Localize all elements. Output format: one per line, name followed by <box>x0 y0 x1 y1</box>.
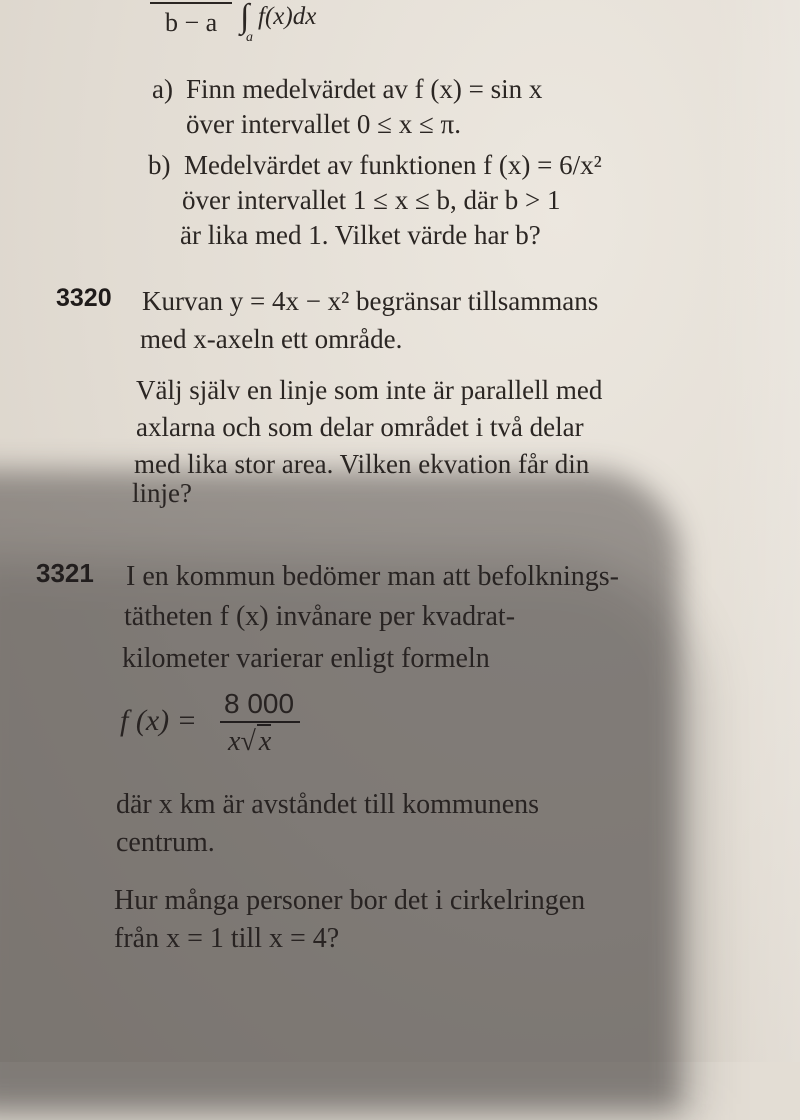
part-b-label: b) <box>148 150 171 180</box>
part-b-line2: över intervallet 1 ≤ x ≤ b, där b > 1 <box>182 185 561 215</box>
part-b-line3: är lika med 1. Vilket värde har b? <box>180 220 541 250</box>
ex3320-line6: linje? <box>132 478 192 508</box>
ex3321-after4: från x = 1 till x = 4? <box>114 923 340 954</box>
part-a-label: a) <box>152 74 173 104</box>
fraction-bar <box>150 2 232 4</box>
integral-lower-limit: a <box>246 30 253 45</box>
ex3320-line4: axlarna och som delar området i två delar <box>136 412 584 442</box>
ex3321-after3: Hur många personer bor det i cirkelringen <box>114 885 586 916</box>
part-a-line2: över intervallet 0 ≤ x ≤ π. <box>186 109 461 139</box>
ex3321-after1: där x km är avståndet till kommunens <box>116 789 540 820</box>
ex3320-line3: Välj själv en linje som inte är parallell med <box>136 375 603 405</box>
exercise-number-3321: 3321 <box>36 558 94 588</box>
fraction-denominator: b − a <box>165 8 218 37</box>
exercise-number-3320: 3320 <box>56 284 112 312</box>
ex3321-line2: tätheten f (x) invånare per kvadrat- <box>124 601 516 632</box>
ex3321-after2: centrum. <box>116 827 215 858</box>
ex3320-line2: med x-axeln ett område. <box>140 324 403 354</box>
part-b-line1: Medelvärdet av funktionen f (x) = 6/x² <box>184 150 602 180</box>
formula-lhs: f (x) = <box>120 704 197 737</box>
integrand: f(x)dx <box>258 3 317 30</box>
formula-denominator: x√ x <box>228 726 272 757</box>
photo-shadow <box>0 470 680 1110</box>
integral-sign: ∫ <box>240 0 250 35</box>
part-a-line1: Finn medelvärdet av f (x) = sin x <box>186 74 543 104</box>
ex3320-line1: Kurvan y = 4x − x² begränsar tillsammans <box>142 286 599 316</box>
ex3321-line1: I en kommun bedömer man att befolknings- <box>126 561 619 592</box>
formula-numerator: 8 000 <box>224 688 295 719</box>
ex3320-line5: med lika stor area. Vilken ekvation får din <box>134 449 590 479</box>
ex3321-line3: kilometer varierar enligt formeln <box>122 643 490 674</box>
